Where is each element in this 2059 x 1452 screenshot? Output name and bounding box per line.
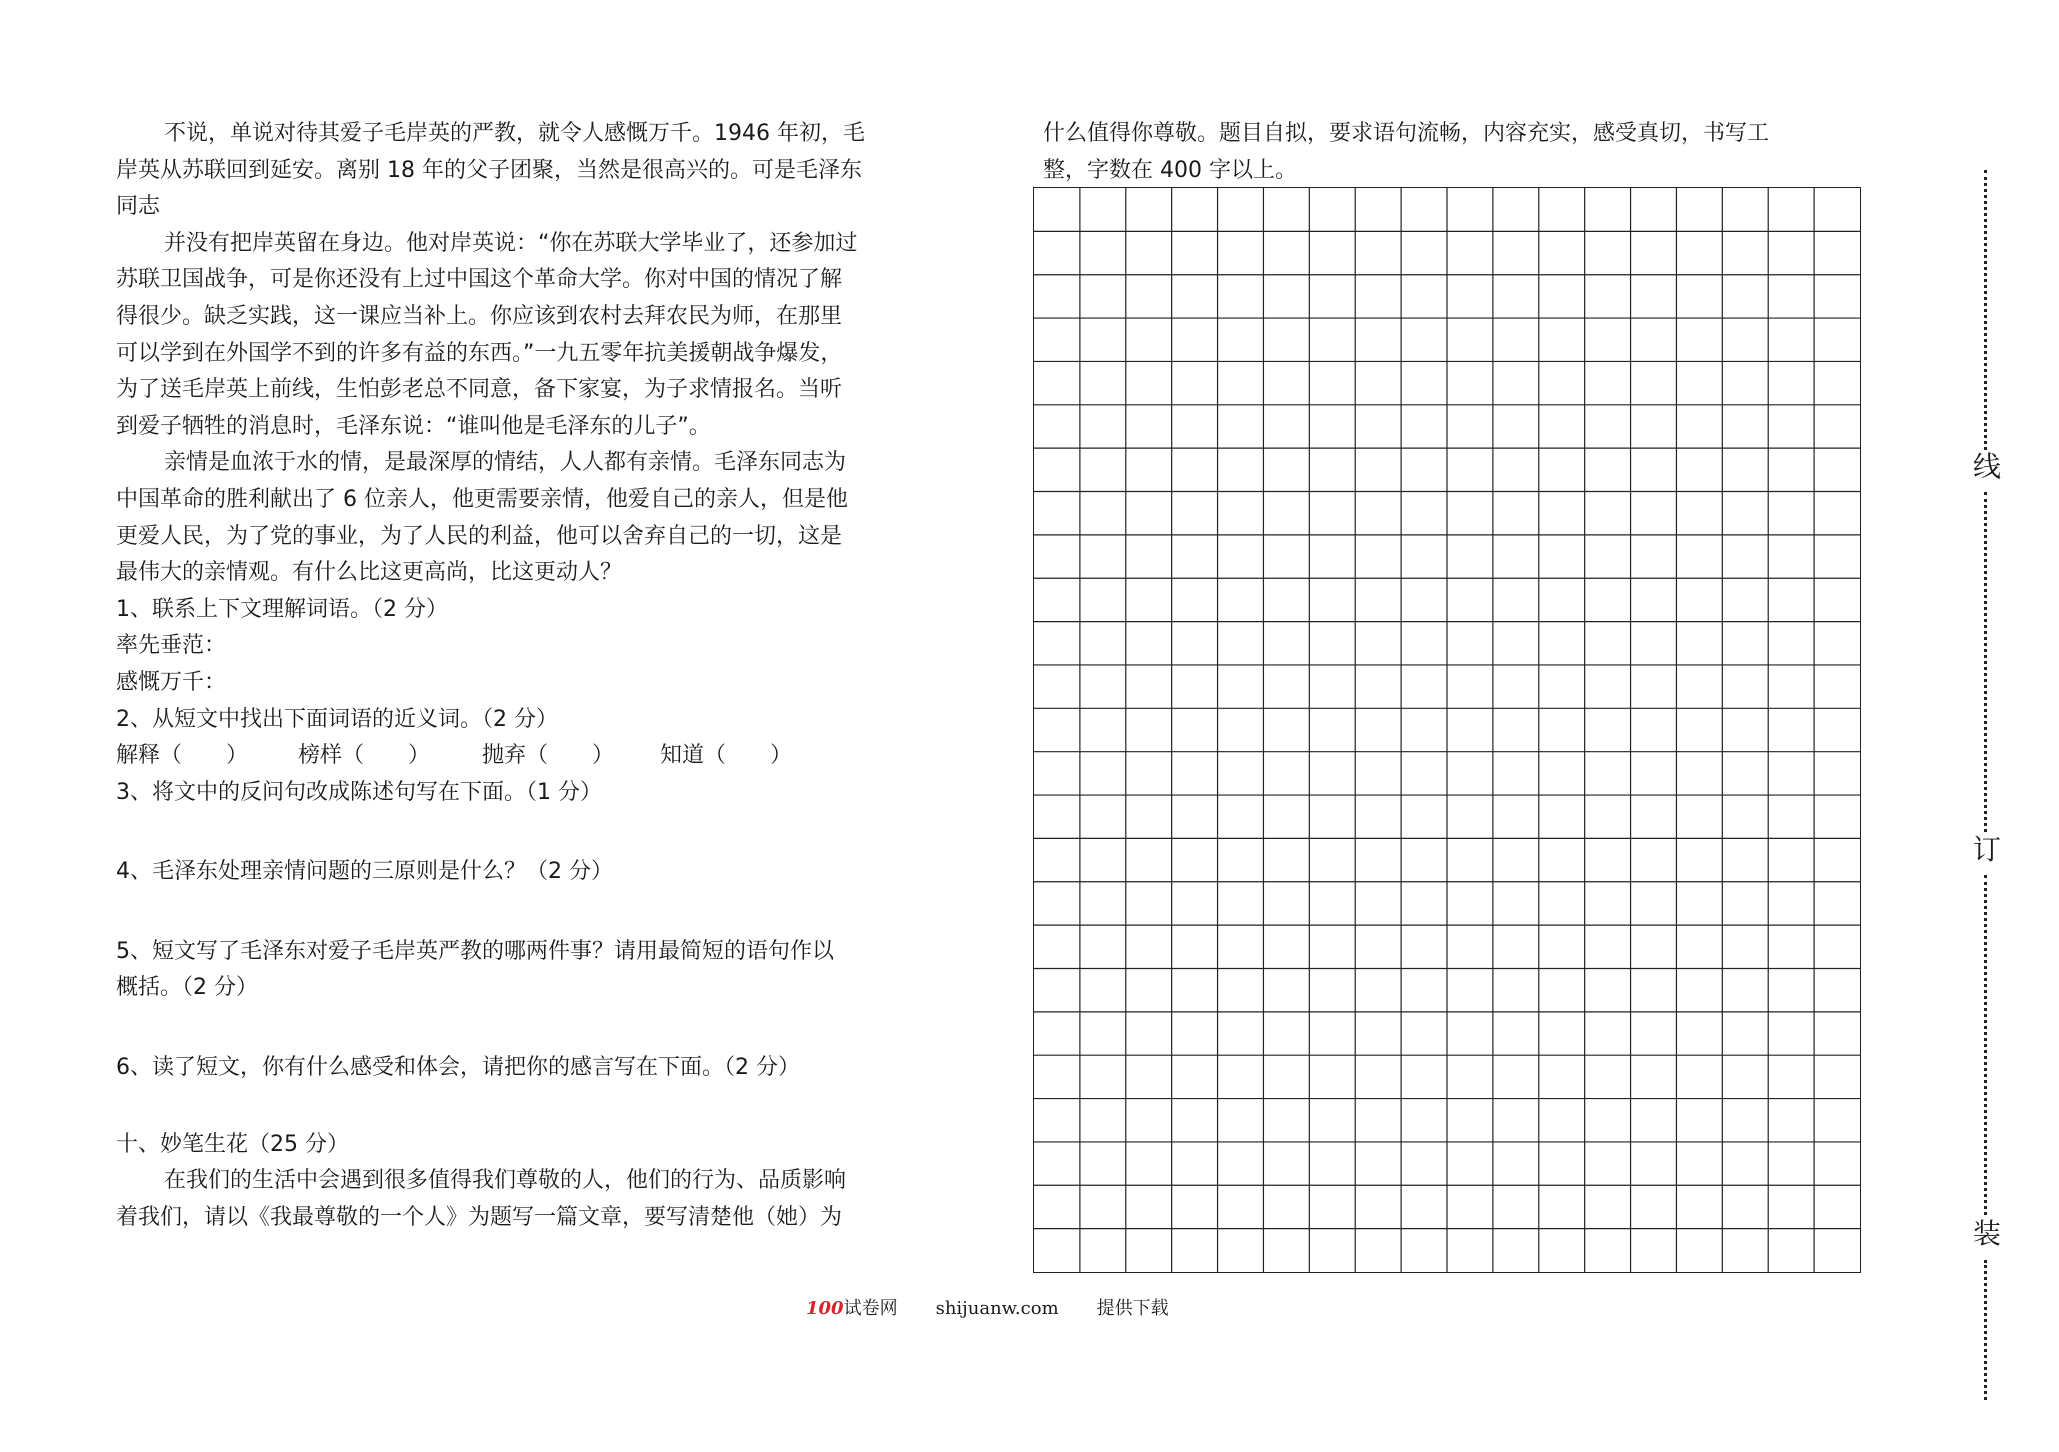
option-jieshi: 解释（ ）	[116, 743, 249, 769]
p1-line-2: 岸英从苏联回到延安。离别 18 年的父子团聚，当然是很高兴的。可是毛泽东	[116, 157, 862, 183]
option-bangyang: 榜样（ ）	[298, 743, 431, 769]
p3-line-1: 亲情是血浓于水的情，是最深厚的情结，人人都有亲情。毛泽东同志为	[164, 450, 847, 476]
p3-line-2: 中国革命的胜利献出了 6 位亲人，他更需要亲情，他爱自己的亲人，但是他	[116, 486, 848, 512]
question-1: 1、联系上下文理解词语。（2 分）	[116, 596, 448, 622]
footer	[806, 1294, 1169, 1320]
answer-space	[116, 1007, 922, 1050]
p3-line-3: 更爱人民，为了党的事业，为了人民的利益，他可以舍弃自己的一切，这是	[116, 523, 843, 549]
binding-mark-ding: 订	[1972, 833, 2001, 866]
essay-prompt-line-1: 在我们的生活中会遇到很多值得我们尊敬的人，他们的行为、品质影响	[164, 1168, 847, 1194]
dotted-line	[1984, 170, 1987, 450]
question-2-options	[116, 738, 922, 775]
p2-line-2: 苏联卫国战争，可是你还没有上过中国这个革命大学。你对中国的情况了解	[116, 267, 843, 293]
answer-space	[116, 891, 922, 934]
p1-line-3: 同志	[116, 194, 161, 220]
dotted-line	[1984, 492, 1987, 832]
p2-line-1: 并没有把岸英留在身边。他对岸英说：“你在苏联大学毕业了，还参加过	[164, 230, 858, 256]
option-zhidao: 知道（ ）	[660, 743, 793, 769]
site-url[interactable]: shijuanw.com	[935, 1298, 1059, 1319]
question-2: 2、从短文中找出下面词语的近义词。（2 分）	[116, 706, 558, 732]
question-5-line-2: 概括。（2 分）	[116, 975, 258, 1001]
p2-line-5: 为了送毛岸英上前线，生怕彭老总不同意，备下家宴，为子求情报名。当听	[116, 377, 843, 403]
p2-line-3: 得很少。缺乏实践，这一课应当补上。你应该到农村去拜农民为师，在那里	[116, 303, 843, 329]
section-10-title: 十、妙笔生花（25 分）	[116, 1131, 349, 1157]
brand-logo: 100	[806, 1298, 844, 1319]
binding-mark-xian: 线	[1972, 450, 2001, 483]
essay-prompt-line-3: 什么值得你尊敬。题目自拟，要求语句流畅，内容充实，感受真切，书写工	[1043, 121, 1770, 146]
p3-line-4: 最伟大的亲情观。有什么比这更高尚，比这更动人？	[116, 560, 623, 586]
dotted-line	[1984, 875, 1987, 1215]
question-5-line-1: 5、短文写了毛泽东对爱子毛岸英严教的哪两件事？请用最简短的语句作以	[116, 938, 834, 964]
option-paoqi: 抛弃（ ）	[482, 743, 615, 769]
binding-mark-zhuang: 装	[1972, 1217, 2001, 1250]
essay-prompt-line-2: 着我们，请以《我最尊敬的一个人》为题写一篇文章，要写清楚他（她）为	[116, 1204, 843, 1230]
p2-line-6: 到爱子牺牲的消息时，毛泽东说：“谁叫他是毛泽东的儿子”。	[116, 413, 711, 439]
question-1-term-b: 感慨万千：	[116, 669, 227, 695]
essay-prompt-line-4: 整，字数在 400 字以上。	[1043, 157, 1297, 183]
download-note: 提供下载	[1096, 1298, 1169, 1319]
p2-line-4: 可以学到在外国学不到的许多有益的东西。”一九五零年抗美援朝战争爆发，	[116, 340, 843, 366]
answer-space	[116, 811, 922, 854]
essay-prompt-continued	[1043, 116, 1873, 189]
question-1-term-a: 率先垂范：	[116, 633, 227, 659]
binding-line	[1970, 170, 2010, 1400]
question-6: 6、读了短文，你有什么感受和体会，请把你的感言写在下面。（2 分）	[116, 1055, 800, 1081]
passage-column	[116, 116, 922, 1236]
question-3: 3、将文中的反问句改成陈述句写在下面。（1 分）	[116, 779, 602, 805]
p1-line-1: 不说，单说对待其爱子毛岸英的严教，就令人感慨万千。1946 年初，毛	[164, 121, 865, 146]
answer-space	[116, 1087, 922, 1127]
dotted-line	[1984, 1260, 1987, 1400]
question-4: 4、毛泽东处理亲情问题的三原则是什么？（2 分）	[116, 859, 613, 885]
brand-name: 试卷网	[843, 1298, 898, 1319]
writing-grid[interactable]	[1033, 187, 1861, 1273]
